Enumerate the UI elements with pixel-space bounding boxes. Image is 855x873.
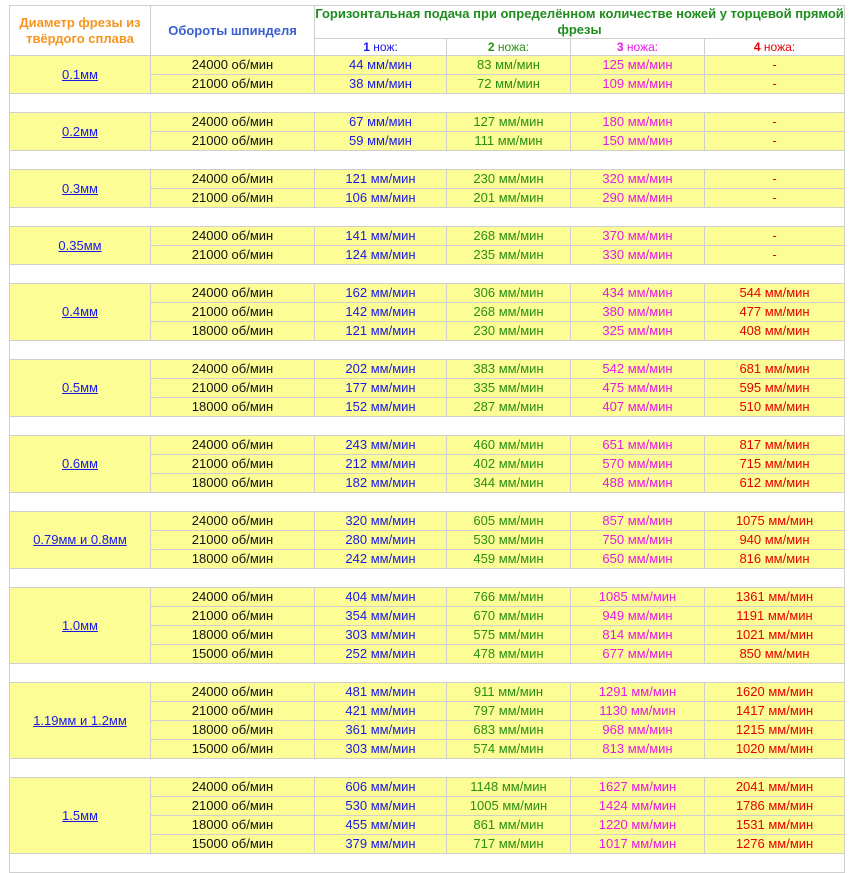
feed-3-knives-cell: 290 мм/мин (571, 189, 705, 208)
group-separator (10, 151, 845, 170)
feed-1-knife-cell: 606 мм/мин (315, 778, 447, 797)
feed-3-knives-cell: 1424 мм/мин (571, 797, 705, 816)
feed-2-knives-cell: 1005 мм/мин (447, 797, 571, 816)
spindle-rpm-cell: 24000 об/мин (151, 170, 315, 189)
feed-4-knives-cell: - (705, 132, 845, 151)
feed-4-knives-cell: 715 мм/мин (705, 455, 845, 474)
feed-3-knives-cell: 1017 мм/мин (571, 835, 705, 854)
feed-2-knives-cell: 797 мм/мин (447, 702, 571, 721)
table-row (10, 284, 845, 303)
spindle-rpm-cell: 21000 об/мин (151, 189, 315, 208)
feed-1-knife-cell: 106 мм/мин (315, 189, 447, 208)
feed-1-knife-cell: 243 мм/мин (315, 436, 447, 455)
feed-2-knives-cell: 460 мм/мин (447, 436, 571, 455)
feed-4-knives-cell: 1075 мм/мин (705, 512, 845, 531)
feed-2-knives-cell: 402 мм/мин (447, 455, 571, 474)
spindle-rpm-cell: 24000 об/мин (151, 227, 315, 246)
feed-2-knives-cell: 83 мм/мин (447, 56, 571, 75)
spindle-rpm-cell: 21000 об/мин (151, 132, 315, 151)
header-knives-3 (571, 39, 705, 56)
feed-4-knives-cell: 940 мм/мин (705, 531, 845, 550)
feed-3-knives-cell: 434 мм/мин (571, 284, 705, 303)
feed-1-knife-cell: 303 мм/мин (315, 740, 447, 759)
spindle-rpm-cell: 15000 об/мин (151, 645, 315, 664)
feed-1-knife-cell: 212 мм/мин (315, 455, 447, 474)
feed-2-knives-cell: 478 мм/мин (447, 645, 571, 664)
separator-cell (10, 265, 845, 284)
table-body (10, 56, 845, 873)
knives-word: ножа: (760, 40, 796, 54)
group-separator (10, 493, 845, 512)
diameter-cell (10, 284, 151, 341)
spindle-rpm-cell: 21000 об/мин (151, 75, 315, 94)
feed-1-knife-cell: 303 мм/мин (315, 626, 447, 645)
feed-1-knife-cell: 530 мм/мин (315, 797, 447, 816)
spindle-rpm-cell: 18000 об/мин (151, 474, 315, 493)
feed-4-knives-cell: 681 мм/мин (705, 360, 845, 379)
spindle-rpm-cell: 18000 об/мин (151, 816, 315, 835)
table-row (10, 56, 845, 75)
separator-cell (10, 151, 845, 170)
feed-1-knife-cell: 182 мм/мин (315, 474, 447, 493)
feed-4-knives-cell: 408 мм/мин (705, 322, 845, 341)
feed-2-knives-cell: 683 мм/мин (447, 721, 571, 740)
feed-2-knives-cell: 670 мм/мин (447, 607, 571, 626)
feed-4-knives-cell: 1620 мм/мин (705, 683, 845, 702)
table-row (10, 683, 845, 702)
separator-cell (10, 569, 845, 588)
feed-3-knives-cell: 857 мм/мин (571, 512, 705, 531)
feed-1-knife-cell: 38 мм/мин (315, 75, 447, 94)
header-spindle-rpm: Обороты шпинделя (151, 6, 315, 56)
feed-3-knives-cell: 330 мм/мин (571, 246, 705, 265)
spindle-rpm-cell: 18000 об/мин (151, 398, 315, 417)
feed-3-knives-cell: 320 мм/мин (571, 170, 705, 189)
table-header (10, 6, 845, 56)
feed-1-knife-cell: 44 мм/мин (315, 56, 447, 75)
feed-1-knife-cell: 141 мм/мин (315, 227, 447, 246)
diameter-cell (10, 436, 151, 493)
group-separator (10, 94, 845, 113)
feed-3-knives-cell: 1085 мм/мин (571, 588, 705, 607)
separator-cell (10, 341, 845, 360)
feed-1-knife-cell: 379 мм/мин (315, 835, 447, 854)
separator-cell (10, 493, 845, 512)
diameter-link[interactable]: 0.2мм (62, 123, 98, 139)
feed-2-knives-cell: 127 мм/мин (447, 113, 571, 132)
diameter-link[interactable]: 1.0мм (62, 617, 98, 633)
feed-4-knives-cell: - (705, 246, 845, 265)
feed-4-knives-cell: 612 мм/мин (705, 474, 845, 493)
diameter-cell (10, 778, 151, 854)
feed-2-knives-cell: 287 мм/мин (447, 398, 571, 417)
knives-word: ножа: (623, 40, 659, 54)
feed-2-knives-cell: 911 мм/мин (447, 683, 571, 702)
feed-4-knives-cell: 1276 мм/мин (705, 835, 845, 854)
feed-4-knives-cell: 816 мм/мин (705, 550, 845, 569)
separator-cell (10, 854, 845, 873)
spindle-rpm-cell: 18000 об/мин (151, 626, 315, 645)
feed-3-knives-cell: 1627 мм/мин (571, 778, 705, 797)
feed-1-knife-cell: 242 мм/мин (315, 550, 447, 569)
separator-cell (10, 208, 845, 227)
diameter-link[interactable]: 0.35мм (58, 237, 102, 253)
header-knives-1 (315, 39, 447, 56)
group-separator (10, 417, 845, 436)
feed-2-knives-cell: 230 мм/мин (447, 170, 571, 189)
feed-2-knives-cell: 335 мм/мин (447, 379, 571, 398)
feed-3-knives-cell: 325 мм/мин (571, 322, 705, 341)
feed-2-knives-cell: 235 мм/мин (447, 246, 571, 265)
feed-2-knives-cell: 575 мм/мин (447, 626, 571, 645)
spindle-rpm-cell: 18000 об/мин (151, 721, 315, 740)
feed-rate-table-container (9, 5, 845, 873)
knives-count: 3 (616, 40, 624, 54)
header-horizontal-feed: Горизонтальная подача при определённом количестве ножей у торцевой прямой фрезы (315, 6, 844, 37)
feed-2-knives-cell: 111 мм/мин (447, 132, 571, 151)
feed-3-knives-cell: 380 мм/мин (571, 303, 705, 322)
feed-4-knives-cell: 1020 мм/мин (705, 740, 845, 759)
feed-1-knife-cell: 280 мм/мин (315, 531, 447, 550)
feed-4-knives-cell: 817 мм/мин (705, 436, 845, 455)
knives-count: 1 (363, 40, 370, 54)
feed-1-knife-cell: 252 мм/мин (315, 645, 447, 664)
feed-3-knives-cell: 650 мм/мин (571, 550, 705, 569)
diameter-link[interactable]: 0.1мм (62, 66, 98, 82)
feed-3-knives-cell: 570 мм/мин (571, 455, 705, 474)
feed-4-knives-cell: - (705, 56, 845, 75)
diameter-cell (10, 360, 151, 417)
feed-3-knives-cell: 750 мм/мин (571, 531, 705, 550)
feed-2-knives-cell: 1148 мм/мин (447, 778, 571, 797)
feed-3-knives-cell: 542 мм/мин (571, 360, 705, 379)
feed-3-knives-cell: 150 мм/мин (571, 132, 705, 151)
feed-4-knives-cell: - (705, 189, 845, 208)
feed-3-knives-cell: 125 мм/мин (571, 56, 705, 75)
diameter-cell (10, 56, 151, 94)
table-row (10, 113, 845, 132)
feed-3-knives-cell: 677 мм/мин (571, 645, 705, 664)
diameter-cell (10, 170, 151, 208)
feed-3-knives-cell: 1130 мм/мин (571, 702, 705, 721)
feed-2-knives-cell: 574 мм/мин (447, 740, 571, 759)
feed-1-knife-cell: 202 мм/мин (315, 360, 447, 379)
feed-2-knives-cell: 530 мм/мин (447, 531, 571, 550)
feed-1-knife-cell: 354 мм/мин (315, 607, 447, 626)
spindle-rpm-cell: 21000 об/мин (151, 246, 315, 265)
separator-cell (10, 664, 845, 683)
feed-4-knives-cell: - (705, 227, 845, 246)
feed-4-knives-cell: 1215 мм/мин (705, 721, 845, 740)
separator-cell (10, 417, 845, 436)
feed-3-knives-cell: 651 мм/мин (571, 436, 705, 455)
feed-1-knife-cell: 152 мм/мин (315, 398, 447, 417)
feed-4-knives-cell: 595 мм/мин (705, 379, 845, 398)
feed-4-knives-cell: 1786 мм/мин (705, 797, 845, 816)
feed-3-knives-cell: 475 мм/мин (571, 379, 705, 398)
header-row-main (10, 6, 845, 39)
spindle-rpm-cell: 21000 об/мин (151, 607, 315, 626)
feed-3-knives-cell: 1291 мм/мин (571, 683, 705, 702)
separator-cell (10, 759, 845, 778)
feed-4-knives-cell: 2041 мм/мин (705, 778, 845, 797)
feed-4-knives-cell: 510 мм/мин (705, 398, 845, 417)
spindle-rpm-cell: 15000 об/мин (151, 835, 315, 854)
feed-4-knives-cell: 1531 мм/мин (705, 816, 845, 835)
feed-4-knives-cell: 477 мм/мин (705, 303, 845, 322)
feed-1-knife-cell: 59 мм/мин (315, 132, 447, 151)
group-separator (10, 208, 845, 227)
feed-4-knives-cell: 1191 мм/мин (705, 607, 845, 626)
spindle-rpm-cell: 21000 об/мин (151, 303, 315, 322)
feed-1-knife-cell: 67 мм/мин (315, 113, 447, 132)
feed-1-knife-cell: 121 мм/мин (315, 170, 447, 189)
feed-3-knives-cell: 814 мм/мин (571, 626, 705, 645)
feed-rate-table (9, 5, 845, 873)
feed-1-knife-cell: 142 мм/мин (315, 303, 447, 322)
feed-2-knives-cell: 268 мм/мин (447, 303, 571, 322)
table-row (10, 227, 845, 246)
diameter-cell (10, 113, 151, 151)
diameter-link[interactable]: 1.5мм (62, 807, 98, 823)
feed-4-knives-cell: - (705, 75, 845, 94)
group-separator (10, 854, 845, 873)
spindle-rpm-cell: 24000 об/мин (151, 360, 315, 379)
feed-1-knife-cell: 177 мм/мин (315, 379, 447, 398)
feed-4-knives-cell: - (705, 170, 845, 189)
feed-2-knives-cell: 201 мм/мин (447, 189, 571, 208)
feed-1-knife-cell: 162 мм/мин (315, 284, 447, 303)
diameter-link[interactable]: 0.79мм и 0.8мм (33, 532, 127, 547)
group-separator (10, 265, 845, 284)
spindle-rpm-cell: 24000 об/мин (151, 683, 315, 702)
spindle-rpm-cell: 24000 об/мин (151, 512, 315, 531)
header-diameter: Диаметр фрезы из твёрдого сплава (10, 6, 151, 56)
group-separator (10, 759, 845, 778)
feed-1-knife-cell: 320 мм/мин (315, 512, 447, 531)
feed-1-knife-cell: 124 мм/мин (315, 246, 447, 265)
feed-2-knives-cell: 230 мм/мин (447, 322, 571, 341)
spindle-rpm-cell: 24000 об/мин (151, 436, 315, 455)
spindle-rpm-cell: 21000 об/мин (151, 379, 315, 398)
feed-4-knives-cell: 544 мм/мин (705, 284, 845, 303)
spindle-rpm-cell: 18000 об/мин (151, 550, 315, 569)
diameter-cell (10, 588, 151, 664)
spindle-rpm-cell: 21000 об/мин (151, 797, 315, 816)
feed-2-knives-cell: 459 мм/мин (447, 550, 571, 569)
table-row (10, 588, 845, 607)
feed-1-knife-cell: 481 мм/мин (315, 683, 447, 702)
table-row (10, 436, 845, 455)
diameter-link[interactable]: 1.19мм и 1.2мм (33, 712, 127, 728)
feed-4-knives-cell: - (705, 113, 845, 132)
separator-cell (10, 94, 845, 113)
feed-1-knife-cell: 121 мм/мин (315, 322, 447, 341)
knives-word: ножа: (494, 40, 530, 54)
spindle-rpm-cell: 24000 об/мин (151, 778, 315, 797)
feed-4-knives-cell: 1417 мм/мин (705, 702, 845, 721)
feed-3-knives-cell: 407 мм/мин (571, 398, 705, 417)
feed-2-knives-cell: 717 мм/мин (447, 835, 571, 854)
feed-3-knives-cell: 813 мм/мин (571, 740, 705, 759)
knives-word: нож: (369, 40, 398, 54)
knives-count: 2 (487, 40, 495, 54)
feed-3-knives-cell: 488 мм/мин (571, 474, 705, 493)
feed-2-knives-cell: 268 мм/мин (447, 227, 571, 246)
group-separator (10, 664, 845, 683)
feed-2-knives-cell: 344 мм/мин (447, 474, 571, 493)
table-row (10, 778, 845, 797)
feed-2-knives-cell: 605 мм/мин (447, 512, 571, 531)
table-row (10, 360, 845, 379)
diameter-link[interactable]: 0.3мм (62, 180, 98, 196)
spindle-rpm-cell: 21000 об/мин (151, 531, 315, 550)
feed-4-knives-cell: 1021 мм/мин (705, 626, 845, 645)
feed-3-knives-cell: 968 мм/мин (571, 721, 705, 740)
header-knives-2 (447, 39, 571, 56)
feed-3-knives-cell: 370 мм/мин (571, 227, 705, 246)
table-row (10, 512, 845, 531)
diameter-link[interactable]: 0.5мм (62, 380, 98, 395)
feed-3-knives-cell: 949 мм/мин (571, 607, 705, 626)
diameter-link[interactable]: 0.4мм (62, 304, 98, 319)
diameter-link[interactable]: 0.6мм (62, 456, 98, 471)
feed-1-knife-cell: 421 мм/мин (315, 702, 447, 721)
feed-1-knife-cell: 455 мм/мин (315, 816, 447, 835)
feed-3-knives-cell: 109 мм/мин (571, 75, 705, 94)
feed-4-knives-cell: 850 мм/мин (705, 645, 845, 664)
feed-2-knives-cell: 306 мм/мин (447, 284, 571, 303)
group-separator (10, 569, 845, 588)
knives-count: 4 (753, 40, 761, 54)
feed-3-knives-cell: 180 мм/мин (571, 113, 705, 132)
feed-4-knives-cell: 1361 мм/мин (705, 588, 845, 607)
diameter-cell (10, 227, 151, 265)
feed-2-knives-cell: 861 мм/мин (447, 816, 571, 835)
diameter-cell (10, 683, 151, 759)
spindle-rpm-cell: 21000 об/мин (151, 455, 315, 474)
group-separator (10, 341, 845, 360)
spindle-rpm-cell: 24000 об/мин (151, 113, 315, 132)
feed-2-knives-cell: 383 мм/мин (447, 360, 571, 379)
spindle-rpm-cell: 18000 об/мин (151, 322, 315, 341)
feed-2-knives-cell: 72 мм/мин (447, 75, 571, 94)
header-knives-4 (705, 39, 845, 56)
spindle-rpm-cell: 24000 об/мин (151, 588, 315, 607)
feed-2-knives-cell: 766 мм/мин (447, 588, 571, 607)
spindle-rpm-cell: 24000 об/мин (151, 284, 315, 303)
feed-3-knives-cell: 1220 мм/мин (571, 816, 705, 835)
spindle-rpm-cell: 21000 об/мин (151, 702, 315, 721)
spindle-rpm-cell: 15000 об/мин (151, 740, 315, 759)
feed-1-knife-cell: 404 мм/мин (315, 588, 447, 607)
spindle-rpm-cell: 24000 об/мин (151, 56, 315, 75)
feed-1-knife-cell: 361 мм/мин (315, 721, 447, 740)
diameter-cell (10, 512, 151, 569)
table-row (10, 170, 845, 189)
